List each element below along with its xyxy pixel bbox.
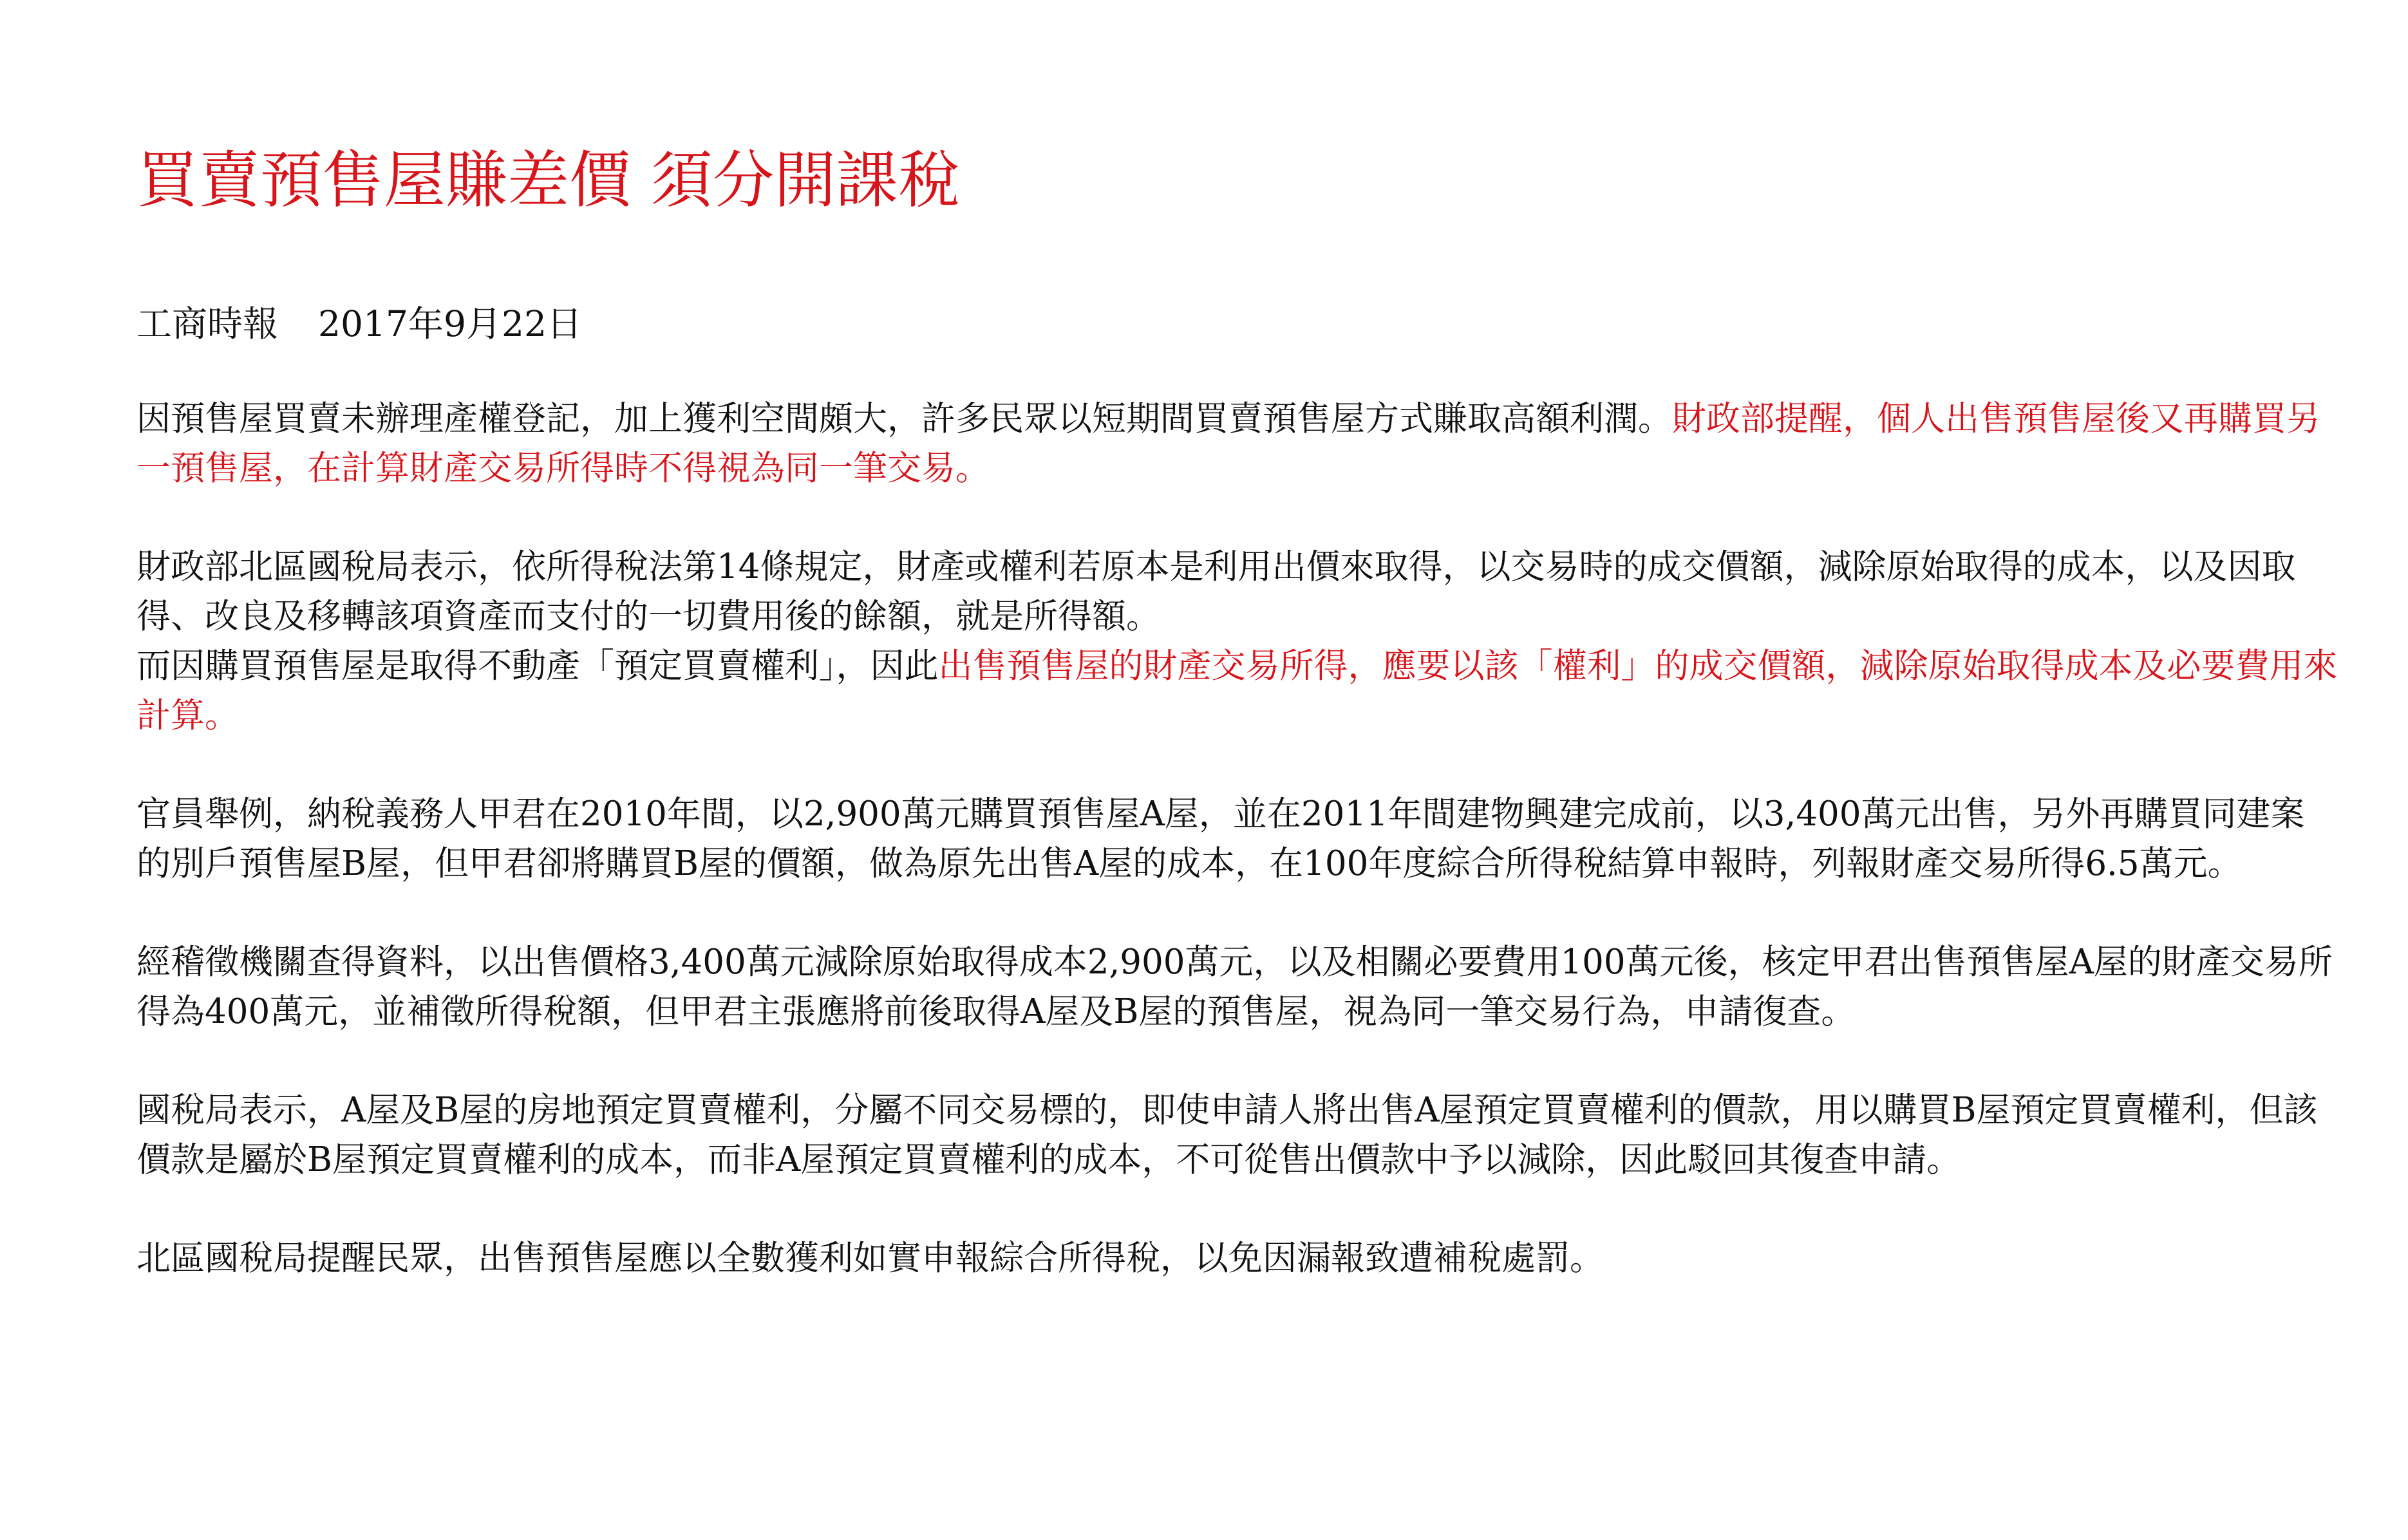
article-title: 買賣預售屋賺差價 須分開課稅 bbox=[136, 144, 960, 216]
paragraph-3 bbox=[136, 641, 2338, 740]
paragraph-7: 北區國稅局提醒民眾，出售預售屋應以全數獲利如實申報綜合所得稅，以免因漏報致遭補稅處罰。 bbox=[136, 1239, 1604, 1278]
paragraph-1 bbox=[136, 394, 2338, 493]
byline bbox=[136, 295, 582, 353]
paragraph-2: 財政部北區國稅局表示，依所得稅法第14條規定，財產或權利若原本是利用出價來取得，以交易時的成交價額，減除原始取得的成本，以及因取得、改良及移轉該項資產而支付的一切費用後的餘額，就是所得額。 bbox=[136, 547, 2296, 636]
paragraph-4: 官員舉例，納稅義務人甲君在2010年間，以2,900萬元購買預售屋A屋，並在2011年間建物興建完成前，以3,400萬元出售，另外再購買同建案的別戶預售屋B屋，但甲君卻將購買B屋的價額，做為原先出售A屋的成本，在100年度綜合所得稅結算申報時，列報財產交易所得6.5萬元。 bbox=[136, 794, 2305, 883]
paragraph-6: 國稅局表示，A屋及B屋的房地預定買賣權利，分屬不同交易標的，即使申請人將出售A屋預定買賣權利的價款，用以購買B屋預定買賣權利，但該價款是屬於B屋預定買賣權利的成本，而非A屋預定買賣權利的成本，不可從售出價款中予以減除，因此駁回其復查申請。 bbox=[136, 1091, 2318, 1179]
paragraph-5: 經稽徵機關查得資料，以出售價格3,400萬元減除原始取得成本2,900萬元，以及相關必要費用100萬元後，核定甲君出售預售屋A屋的財產交易所得為400萬元，並補徵所得稅額，但甲君主張應將前後取得A屋及B屋的預售屋，視為同一筆交易行為，申請復查。 bbox=[136, 943, 2333, 1031]
paragraph-3-text: 而因購買預售屋是取得不動產「預定買賣權利」，因此 bbox=[136, 646, 939, 686]
paragraph-1-highlight: 財政部提醒，個人出售預售屋後又再購買另一預售屋，在計算財產交易所得時不得視為同一筆交易。 bbox=[136, 399, 2320, 488]
paragraph-3-highlight: 出售預售屋的財產交易所得，應要以該「權利」的成交價額，減除原始取得成本及必要費用來計算。 bbox=[136, 646, 2338, 735]
article-body bbox=[136, 394, 2338, 1332]
news-source: 工商時報 bbox=[136, 303, 279, 344]
paragraph-1-text: 因預售屋買賣未辦理產權登記，加上獲利空間頗大，許多民眾以短期間買賣預售屋方式賺取高額利潤。 bbox=[136, 399, 1672, 438]
publish-date: 2017年9月22日 bbox=[318, 303, 582, 344]
